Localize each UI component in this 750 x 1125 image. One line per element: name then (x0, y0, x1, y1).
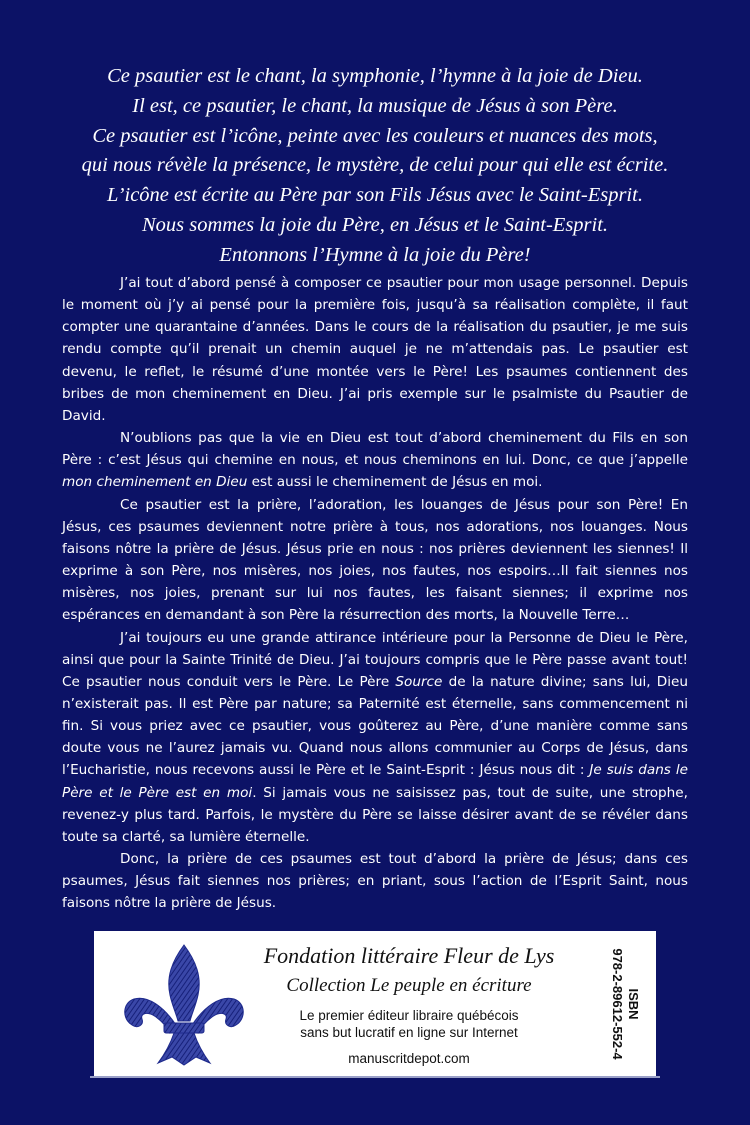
isbn-text (609, 948, 641, 1059)
isbn-block (599, 937, 651, 1071)
publisher-box (94, 931, 656, 1076)
poem-line: Entonnons l’Hymne à la joie du Père! (219, 243, 531, 266)
emphasis: Source (395, 673, 443, 690)
poem-line: L’icône est écrite au Père par son Fils Jésus avec le Saint-Esprit. (107, 184, 643, 207)
poem-line: Ce psautier est l’icône, peinte avec les couleurs et nuances des mots, (92, 124, 658, 147)
isbn-number: 978-2-89612-552-4 (610, 948, 625, 1060)
description-line: Le premier éditeur libraire québécois (299, 1008, 519, 1023)
isbn-label: ISBN (626, 988, 641, 1020)
footer-divider (90, 1076, 660, 1078)
publisher-url: manuscritdepot.com (348, 1051, 470, 1066)
paragraph-3: Ce psautier est la prière, l’adoration, les louanges de Jésus pour son Père! En Jésus, ces psaumes deviennent notre prière à tous, nos adorations, nos louanges. Nous faisons nôtre la prière de Jésus. Jésus prie en nous : nos prières deviennent les siennes! Il exprime à son Père, nos misères, nos joies, nos fautes, nos espoirs…Il fait siennes nos misères, nos joies, prenant sur lui nos fautes, les faisant siennes; il exprime nos espérances en demandant à son Père la résurrection des morts, la Nouvelle Terre… (62, 496, 688, 624)
text-span: N’oublions pas que la vie en Dieu est tout d’abord cheminement du Fils en son Père : c’est Jésus qui chemine en nous, et nous cheminons en lui. Donc, ce que j’appelle (62, 430, 688, 469)
publisher-description (244, 1007, 574, 1041)
paragraph-5: Donc, la prière de ces psaumes est tout d’abord la prière de Jésus; dans ces psaumes, Jésus fait siennes nos prières; en priant, sous l’action de l’Esprit Saint, nous faisons nôtre la prière de Jésus. (62, 851, 688, 912)
emphasis: mon cheminement en Dieu (62, 474, 248, 491)
poem (40, 62, 710, 271)
text-span: de la nature divine; sans lui, Dieu n’existerait pas. Il est Père par nature; sa Paternité est éternelle, sans commencement ni fin. Si vous priez avec ce psautier, vous goûterez au Père, d’une manière comme sans doute vous ne l’aurez jamais vu. Quand nous allons communier au Corps de Jésus, dans l’Eucharistie, nous recevons aussi le Père et le Saint-Esprit : Jésus nous dit : (62, 673, 688, 779)
publisher-name: Fondation littéraire Fleur de Lys (263, 943, 555, 968)
poem-line: Il est, ce psautier, le chant, la musique de Jésus à son Père. (132, 94, 618, 117)
text-span: . Si jamais vous ne saisissez pas, tout de suite, une strophe, revenez-y plus tard. Parfois, le mystère du Père se laisse désirer avant de se révéler dans toute sa clarté, sa lumière éternelle. (62, 784, 688, 845)
text-span: J’ai toujours eu une grande attirance intérieure pour la Personne de Dieu le Père, ainsi que pour la Sainte Trinité de Dieu. J’ai toujours compris que le Père passe avant tout! Ce psautier nous conduit vers le Père. Le Père (62, 629, 688, 690)
fleur-de-lys-icon (114, 937, 254, 1069)
paragraph-4 (62, 627, 688, 849)
paragraph-1: J’ai tout d’abord pensé à composer ce psautier pour mon usage personnel. Depuis le moment où j’y ai pensé pour la première fois, jusqu’à sa réalisation complète, il faut compter une quarantaine d’années. Dans le cours de la réalisation du psautier, je me suis rendu compte qu’il prenait un chemin auquel je ne m’attendais pas. Le psautier est devenu, le reflet, le résumé d’une montée vers le Père! Les psaumes contiennent des bribes de mon cheminement en Dieu. J’ai pris exemple sur le psalmiste du Psautier de David. (62, 275, 688, 424)
poem-line: Nous sommes la joie du Père, en Jésus et le Saint-Esprit. (141, 213, 609, 236)
poem-line: qui nous révèle la présence, le mystère, de celui pour qui elle est écrite. (81, 154, 669, 177)
body-text (62, 272, 688, 915)
collection-name: Collection Le peuple en écriture (286, 975, 532, 996)
emphasis: Je suis dans le Père et le Père est en moi (62, 762, 688, 801)
paragraph-2 (62, 427, 688, 493)
poem-line: Ce psautier est le chant, la symphonie, l’hymne à la joie de Dieu. (107, 65, 643, 87)
description-line: sans but lucratif en ligne sur Internet (300, 1025, 518, 1040)
text-span: est aussi le cheminement de Jésus en moi. (247, 474, 543, 491)
